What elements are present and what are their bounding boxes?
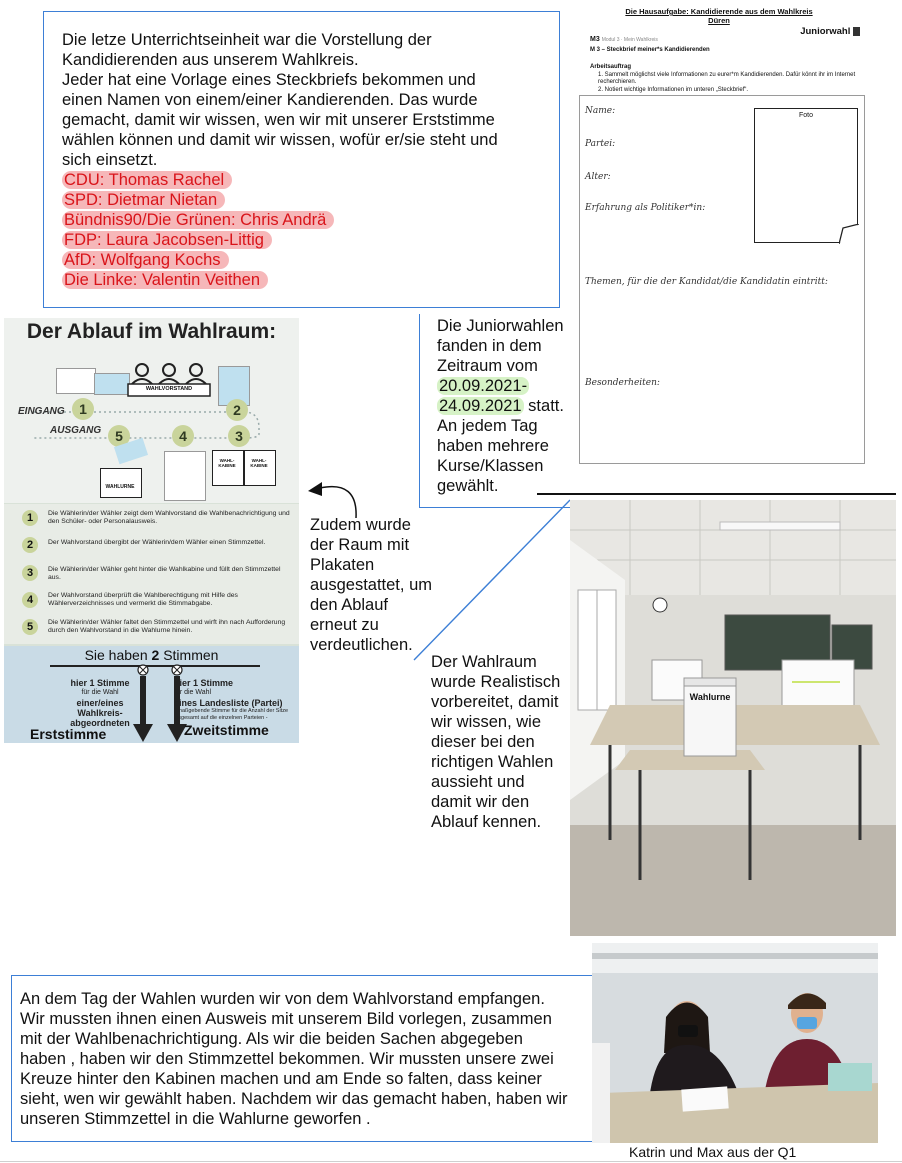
room-caption: Der Wahlraum wurde Realistisch vorbereitet, damit wir wissen, wie dieser bei den richtigen Wahlen aussieht und damit wir den Ablauf kennen. — [431, 653, 561, 831]
worksheet-title: Die Hausaufgabe: Kandidierende aus dem Wahlkreis Düren — [625, 7, 813, 25]
poster-steps — [4, 504, 299, 644]
stimmen-heading: Sie haben 2 Stimmen — [84, 647, 219, 663]
intro-line: Kandidierenden aus unserem Wahlkreis. — [62, 51, 359, 69]
intro-line: Jeder hat eine Vorlage eines Steckbriefs bekommen und — [62, 71, 476, 89]
kabine-label: WAHL-KABINE — [218, 458, 236, 468]
kabine-label: WAHL-KABINE — [250, 458, 268, 468]
candidate-spd: SPD: Dietmar Nietan — [62, 191, 225, 209]
eingang-label: EINGANG — [18, 406, 65, 417]
classroom-photo — [570, 500, 896, 936]
intro-line: sich einsetzt. — [62, 151, 158, 169]
intro-line: Die letze Unterrichtseinheit war die Vorstellung der — [62, 31, 432, 49]
intro-line: wählen können und damit wir wissen, wofür er/sie steht und — [62, 131, 498, 149]
dates-line: gewählt. — [437, 477, 499, 495]
wahlvorstand-label: WAHLVORSTAND — [145, 386, 193, 392]
step-4-marker: 4 — [22, 592, 38, 608]
field-partei: Partei: — [585, 139, 616, 149]
step-3-marker: 3 — [228, 425, 250, 447]
stimmzettel-icon — [164, 451, 206, 501]
field-themen: Themen, für die der Kandidat/die Kandidatin eintritt: — [585, 277, 828, 287]
dates-textbox — [419, 314, 579, 508]
field-alter: Alter: — [585, 172, 611, 182]
worksheet-task-1: 1. Sammelt möglichst viele Informationen zu eurer*m Kandidierenden. Dafür könnt ihr im Internet recherchieren. — [598, 72, 856, 85]
candidate-afd: AfD: Wolfgang Kochs — [62, 251, 229, 269]
step-1-marker: 1 — [22, 510, 38, 526]
dates-statt: statt. — [523, 397, 564, 415]
wahlvorstand-icon — [124, 360, 214, 400]
dates-line: Zeitraum vom — [437, 357, 538, 375]
field-erfahrung: Erfahrung als Politiker*in: — [585, 203, 706, 213]
intro-textbox — [43, 11, 560, 308]
election-day-line: haben , haben wir den Stimmzettel bekommen. Wir mussten unsere zwei — [20, 1050, 554, 1068]
candidate-cdu: CDU: Thomas Rachel — [62, 171, 232, 189]
poster-step-text: Die Wählerin/der Wähler geht hinter die Wahlkabine und füllt den Stimmzettel aus. — [48, 566, 281, 581]
poster-header — [4, 318, 299, 503]
worksheet-subtitle: M 3 – Steckbrief meiner*s Kandidierenden — [590, 47, 710, 53]
dates-line: Kurse/Klassen — [437, 457, 544, 475]
photo-placeholder — [754, 108, 858, 243]
poster-caption: Zudem wurde der Raum mit Plakaten ausgestattet, um den Ablauf erneut zu verdeutlichen. — [310, 516, 432, 654]
step-1-marker: 1 — [72, 398, 94, 420]
candidate-fdp: FDP: Laura Jacobsen-Littig — [62, 231, 272, 249]
date-end: 24.09.2021 — [439, 397, 522, 415]
id-card-icon — [56, 368, 96, 394]
field-besonderheiten: Besonderheiten: — [585, 378, 660, 388]
step-2-marker: 2 — [22, 537, 38, 553]
date-start: 20.09.2021- — [439, 377, 528, 395]
poster-step-text: Die Wählerin/der Wähler faltet den Stimmzettel und wirft ihn nach Aufforderung durch den Wahlvorstand in die Wahlurne hinein. — [48, 619, 286, 634]
wahlurne-icon — [100, 468, 142, 498]
candidate-linke: Die Linke: Valentin Veithen — [62, 271, 268, 289]
step-5-marker: 5 — [22, 619, 38, 635]
worksheet-brand: Juniorwahl — [800, 26, 860, 37]
poster-stimmen — [4, 646, 299, 743]
intro-line: gemacht, damit wir wissen, wen wir mit unserer Erststimme — [62, 111, 495, 129]
urn-label: Wahlurne — [689, 692, 731, 702]
step-5-marker: 5 — [108, 425, 130, 447]
candidate-gruene: Bündnis90/Die Grünen: Chris Andrä — [62, 211, 334, 229]
page-curl-icon — [839, 224, 859, 244]
page-bottom-line — [0, 1161, 902, 1162]
dates-line: haben mehrere — [437, 437, 549, 455]
dates-line: An jedem Tag — [437, 417, 538, 435]
poster-title: Der Ablauf im Wahlraum: — [26, 320, 277, 343]
step-2-marker: 2 — [226, 399, 248, 421]
erststimme-desc: hier 1 Stimme für die Wahl einer/eines Wahlkreis- abgeordneten — [70, 678, 130, 728]
worksheet-task-heading: Arbeitsauftrag — [590, 64, 632, 70]
election-day-line: sieht, wen wir gewählt haben. Nachdem wir das gemacht haben, haben wir — [20, 1090, 568, 1108]
divider-line — [537, 493, 896, 495]
worksheet-task-2: 2. Notiert wichtige Informationen im unteren „Steckbrief“. — [598, 87, 749, 93]
election-day-textbox — [11, 975, 595, 1142]
wahlurne-label: WAHLURNE — [105, 484, 135, 490]
poster-step-text: Der Wahlvorstand überprüft die Wahlberechtigung mit Hilfe des Wählerverzeichnisses und vermerkt die Stimmabgabe. — [48, 592, 238, 607]
election-day-line: Wir mussten ihnen einen Ausweis mit unserem Bild vorlegen, zusammen — [20, 1010, 552, 1028]
dates-line: Die Juniorwahlen — [437, 317, 564, 335]
dates-line: fanden in dem — [437, 337, 542, 355]
wahlkabine-icon — [244, 450, 276, 486]
photo-caption: Katrin und Max aus der Q1 — [629, 1144, 797, 1160]
zweitstimme-label: Zweitstimme — [184, 722, 269, 738]
students-scene — [592, 943, 878, 1143]
intro-line: einen Namen von einem/einer Kandierenden. Das wurde — [62, 91, 478, 109]
election-day-line: mit der Wahlbenachrichtigung. Als wir die beiden Sachen abgegeben — [20, 1030, 523, 1048]
field-name: Name: — [585, 106, 616, 116]
step-4-marker: 4 — [172, 425, 194, 447]
classroom-scene — [570, 500, 896, 936]
poster-step-text: Der Wahlvorstand übergibt der Wählerin/dem Wähler einen Stimmzettel. — [48, 539, 266, 546]
poster-image — [4, 318, 299, 743]
worksheet-image — [579, 0, 866, 465]
election-day-line: An dem Tag der Wahlen wurden wir von dem Wahlvorstand empfangen. — [20, 990, 545, 1008]
photo-label: Foto — [798, 112, 813, 119]
students-photo — [592, 943, 878, 1143]
ballot-box-icon — [853, 27, 860, 36]
erststimme-label: Erststimme — [30, 726, 107, 742]
worksheet-code: M3 Modul 3 · Mein Wahlkreis — [590, 36, 658, 43]
ausgang-label: AUSGANG — [50, 425, 102, 436]
election-day-line: Kreuze hinter den Kabinen machen und am Ende so falten, dass keiner — [20, 1070, 542, 1088]
zweitstimme-desc: hier 1 Stimme für die Wahl eines Landesliste (Partei) - maßgebende Stimme für die Anzahl der Sitze insgesamt auf die einzelnen Parteien - — [174, 678, 289, 721]
step-3-marker: 3 — [22, 565, 38, 581]
election-day-line: unseren Stimmzettel in die Wahlurne geworfen . — [20, 1110, 371, 1128]
wahlkabine-icon — [212, 450, 244, 486]
poster-step-text: Die Wählerin/der Wähler zeigt dem Wahlvorstand die Wahlbenachrichtigung und den Schüler- oder Personalausweis. — [48, 510, 290, 525]
